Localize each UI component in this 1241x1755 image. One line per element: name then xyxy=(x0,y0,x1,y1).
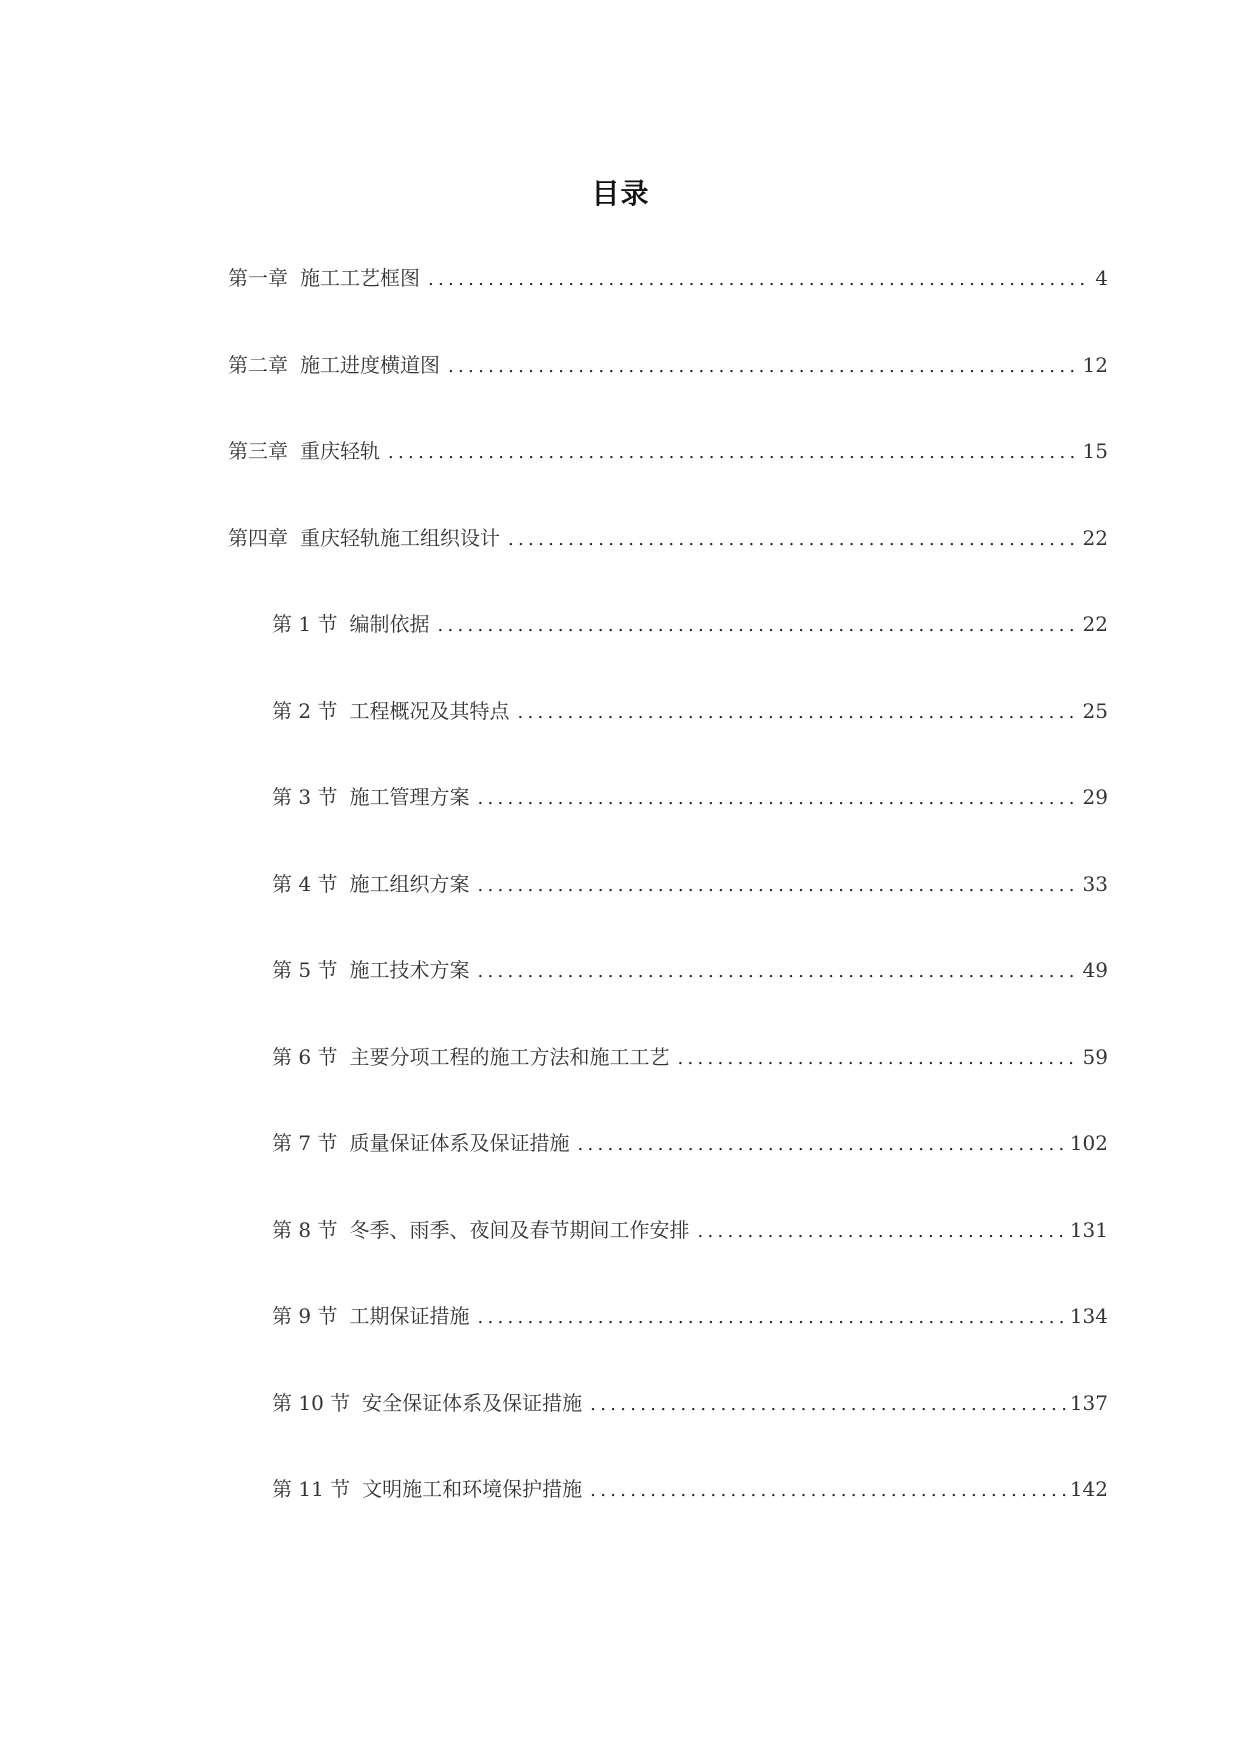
entry-title: 工期保证措施 xyxy=(349,1304,470,1328)
entry-number: 第 7 节 xyxy=(272,1131,338,1155)
toc-entry-chapter-4[interactable] xyxy=(0,518,1108,605)
entry-page-number: 29 xyxy=(1082,785,1108,809)
toc-entry-section-10[interactable] xyxy=(0,1383,1108,1470)
entry-number: 第 11 节 xyxy=(272,1477,351,1501)
entry-number: 第 6 节 xyxy=(272,1044,338,1069)
entry-title: 主要分项工程的施工方法和施工工艺 xyxy=(349,1044,670,1069)
toc-entry-section-4[interactable] xyxy=(0,864,1108,951)
entry-title: 施工进度横道图 xyxy=(300,352,440,377)
toc-entry-section-6[interactable] xyxy=(0,1037,1108,1124)
dot-leader xyxy=(448,353,1079,381)
entry-number: 第 5 节 xyxy=(272,958,338,982)
entry-title: 工程概况及其特点 xyxy=(349,698,510,723)
entry-title: 安全保证体系及保证措施 xyxy=(362,1390,583,1415)
toc-entry-chapter-2[interactable] xyxy=(0,345,1108,432)
toc-entry-chapter-1[interactable] xyxy=(0,258,1108,345)
entry-page-number: 131 xyxy=(1069,1217,1108,1242)
toc-entry-section-8[interactable] xyxy=(0,1210,1108,1297)
table-of-contents xyxy=(0,258,1241,1556)
entry-title: 重庆轻轨施工组织设计 xyxy=(300,525,500,550)
entry-number: 第 4 节 xyxy=(272,871,338,896)
toc-entry-section-1[interactable] xyxy=(0,604,1108,691)
page-title: 目录 xyxy=(591,177,650,210)
dot-leader xyxy=(477,1304,1065,1332)
entry-page-number: 59 xyxy=(1082,1044,1108,1069)
entry-page-number: 137 xyxy=(1069,1390,1108,1415)
entry-number: 第二章 xyxy=(228,352,288,377)
entry-title: 编制依据 xyxy=(349,612,430,636)
entry-page-number: 102 xyxy=(1069,1131,1108,1155)
entry-title: 施工组织方案 xyxy=(349,871,470,896)
dot-leader xyxy=(477,958,1078,986)
entry-page-number: 134 xyxy=(1069,1304,1108,1328)
entry-page-number: 22 xyxy=(1082,525,1108,550)
entry-number: 第 2 节 xyxy=(272,698,338,723)
entry-number: 第 3 节 xyxy=(272,785,338,809)
dot-leader xyxy=(388,439,1079,467)
entry-number: 第 1 节 xyxy=(272,612,338,636)
entry-page-number: 15 xyxy=(1082,439,1108,463)
toc-entry-section-11[interactable] xyxy=(0,1469,1108,1556)
dot-leader xyxy=(677,1045,1078,1073)
entry-number: 第三章 xyxy=(228,439,288,463)
entry-page-number: 49 xyxy=(1082,958,1108,982)
dot-leader xyxy=(577,1131,1065,1159)
entry-page-number: 33 xyxy=(1082,871,1108,896)
entry-number: 第四章 xyxy=(228,525,288,550)
dot-leader xyxy=(697,1218,1065,1246)
dot-leader xyxy=(590,1391,1066,1419)
toc-entry-section-2[interactable] xyxy=(0,691,1108,778)
entry-title: 施工工艺框图 xyxy=(300,266,420,290)
dot-leader xyxy=(590,1477,1066,1505)
toc-entry-chapter-3[interactable] xyxy=(0,431,1108,518)
toc-entry-section-5[interactable] xyxy=(0,950,1108,1037)
entry-number: 第一章 xyxy=(228,266,288,290)
toc-entry-section-7[interactable] xyxy=(0,1123,1108,1210)
entry-title: 施工管理方案 xyxy=(349,785,470,809)
dot-leader xyxy=(477,872,1078,900)
entry-title: 文明施工和环境保护措施 xyxy=(362,1477,583,1501)
entry-title: 施工技术方案 xyxy=(349,958,470,982)
toc-entry-section-3[interactable] xyxy=(0,777,1108,864)
entry-page-number: 4 xyxy=(1095,266,1108,290)
entry-page-number: 22 xyxy=(1082,612,1108,636)
entry-title: 重庆轻轨 xyxy=(300,439,380,463)
entry-number: 第 9 节 xyxy=(272,1304,338,1328)
dot-leader xyxy=(428,266,1091,294)
dot-leader xyxy=(517,699,1078,727)
entry-page-number: 12 xyxy=(1082,352,1108,377)
entry-title: 质量保证体系及保证措施 xyxy=(349,1131,570,1155)
entry-page-number: 142 xyxy=(1069,1477,1108,1501)
dot-leader xyxy=(508,526,1079,554)
toc-entry-section-9[interactable] xyxy=(0,1296,1108,1383)
entry-title: 冬季、雨季、夜间及春节期间工作安排 xyxy=(349,1217,690,1242)
entry-number: 第 8 节 xyxy=(272,1217,338,1242)
entry-number: 第 10 节 xyxy=(272,1390,351,1415)
entry-page-number: 25 xyxy=(1082,698,1108,723)
dot-leader xyxy=(437,612,1078,640)
dot-leader xyxy=(477,785,1078,813)
